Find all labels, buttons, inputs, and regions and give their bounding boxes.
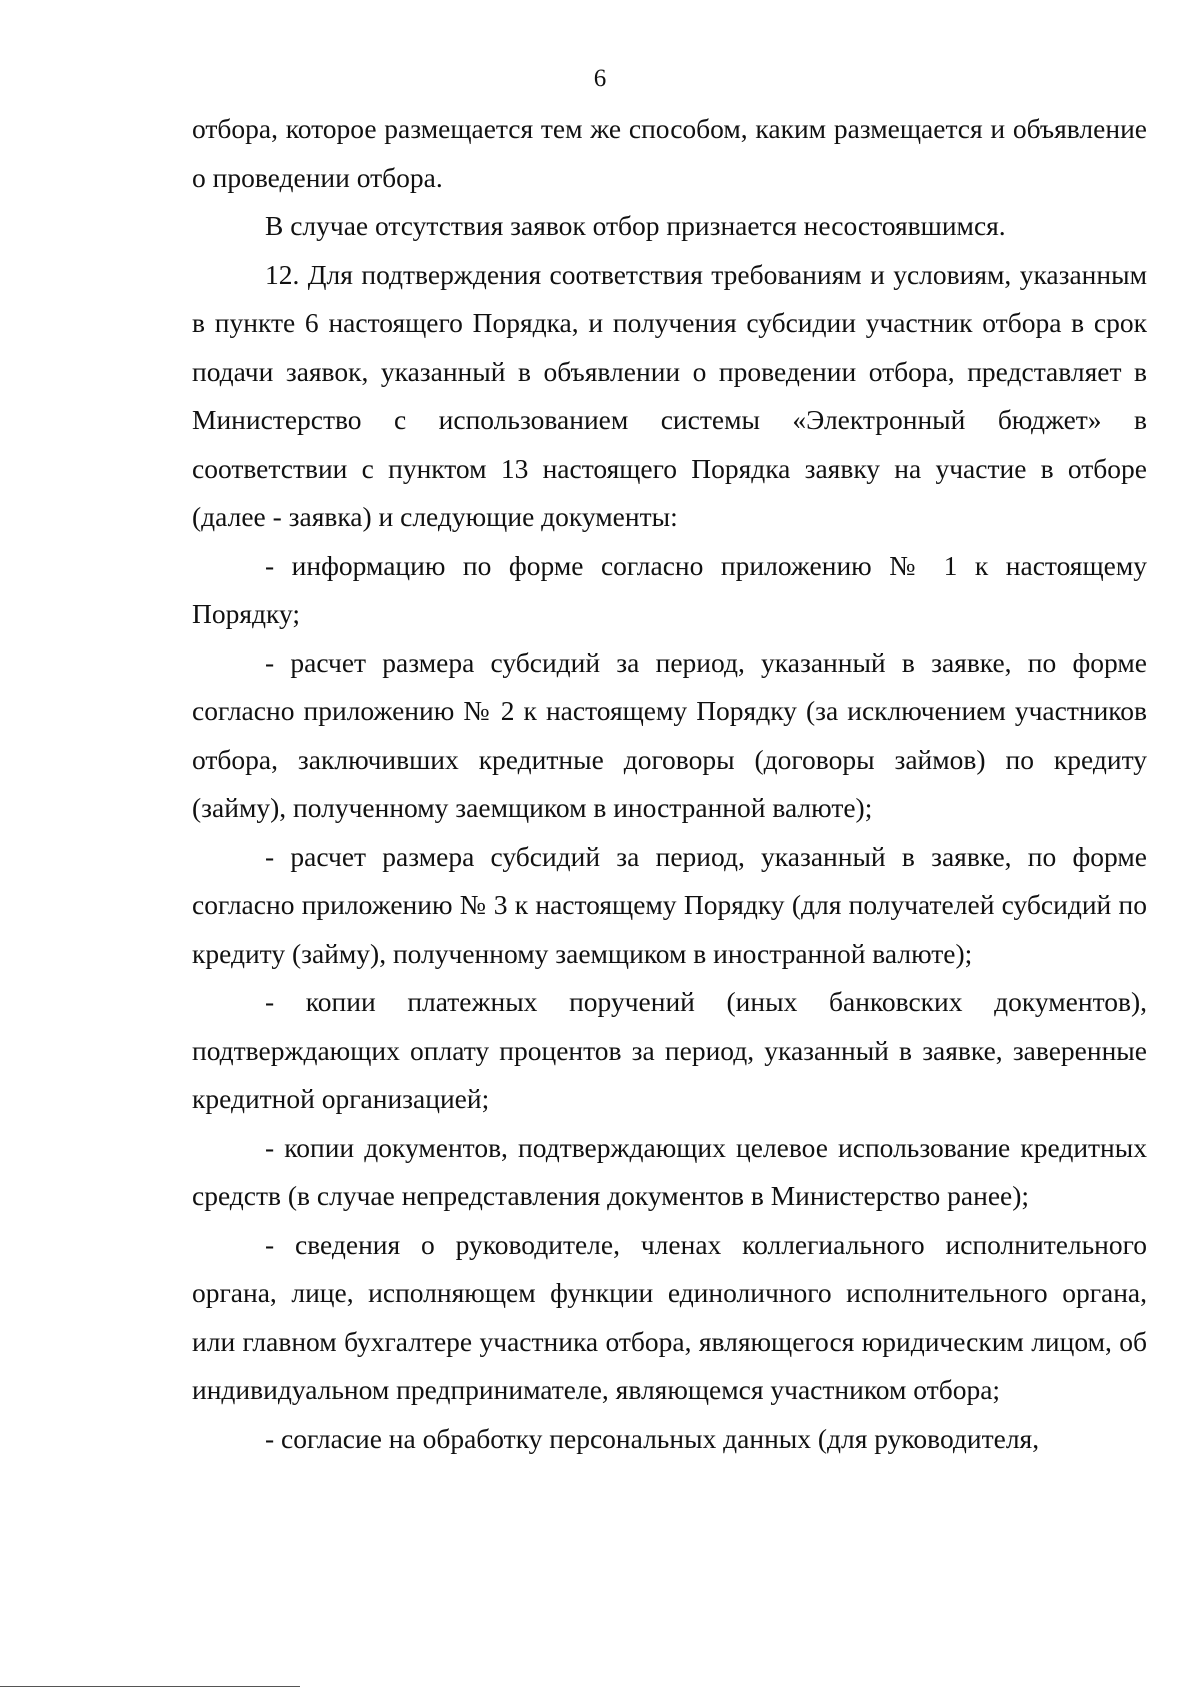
page-number: 6	[593, 65, 607, 92]
list-item-appendix-3: - расчет размера субсидий за период, указанный в заявке, по форме согласно приложению № 3 к настоящему Порядку (для получателей субсидий по кредиту (займу), полученному заемщиком в иностранной валюте);	[192, 840, 1147, 969]
paragraph-continuation: отбора, которое размещается тем же способом, каким размещается и объявление о проведении отбора.	[192, 113, 1147, 193]
document-body	[192, 105, 1147, 1463]
list-item-appendix-1: - информацию по форме согласно приложению № 1 к настоящему Порядку;	[192, 549, 1147, 629]
list-item-appendix-2: - расчет размера субсидий за период, указанный в заявке, по форме согласно приложению № 2 к настоящему Порядку (за исключением участников отбора, заключивших кредитные договоры (договоры займов) по кредиту (займу), полученному заемщиком в иностранной валюте);	[192, 646, 1147, 823]
list-item-payment-orders: - копии платежных поручений (иных банковских документов), подтверждающих оплату процентов за период, указанный в заявке, заверенные кредитной организацией;	[192, 986, 1147, 1114]
list-item-target-use: - копии документов, подтверждающих целевое использование кредитных средств (в случае непредставления документов в Министерство ранее);	[192, 1131, 1147, 1211]
paragraph-item-12: 12. Для подтверждения соответствия требованиям и условиям, указанным в пункте 6 настоящего Порядка, и получения субсидии участник отбора в срок подачи заявок, указанный в объявлении о проведении отбора, представляет в Министерство с использованием системы «Электронный бюджет» в соответствии с пунктом 13 настоящего Порядка заявку на участие в отборе (далее - заявка) и следующие документы:	[192, 258, 1147, 532]
list-item-management-info: - сведения о руководителе, членах коллегиального исполнительного органа, лице, исполняющем функции единоличного исполнительного органа, или главном бухгалтере участника отбора, являющегося юридическим лицом, об индивидуальном предпринимателе, являющемся участником отбора;	[192, 1228, 1147, 1405]
paragraph-no-applications: В случае отсутствия заявок отбор признается несостоявшимся.	[265, 210, 1006, 241]
list-item-personal-data-consent: - согласие на обработку персональных данных (для руководителя,	[265, 1422, 1040, 1454]
footer-rule	[0, 1686, 300, 1687]
